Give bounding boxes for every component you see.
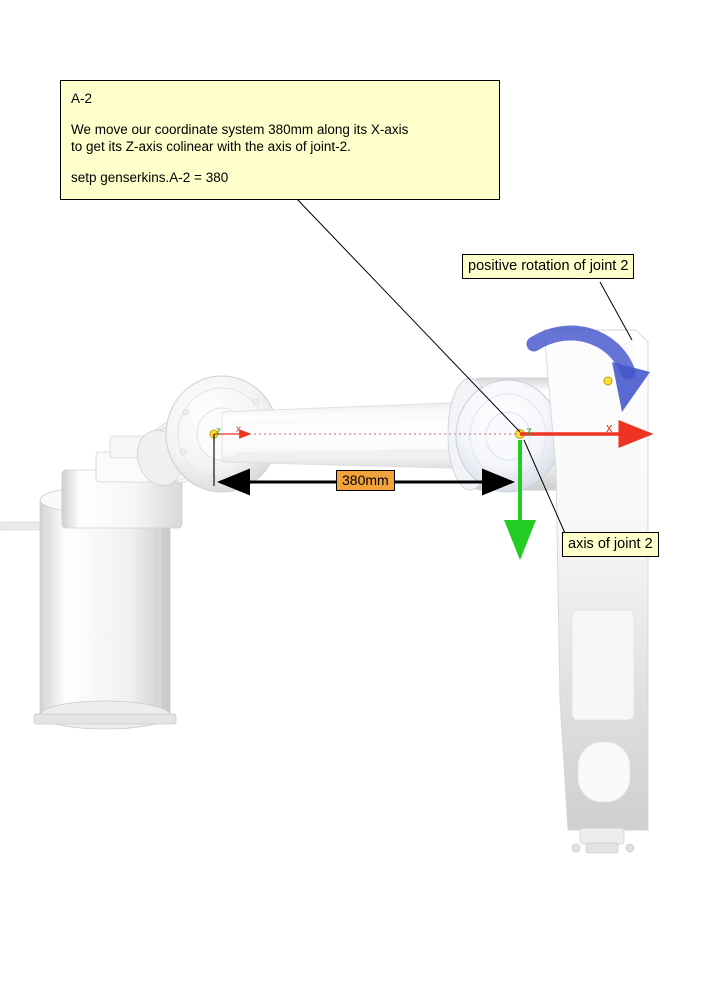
callout-positive-rotation-label: positive rotation of joint 2 bbox=[468, 258, 629, 274]
callout-positive-rotation bbox=[462, 254, 634, 279]
left-frame-z-label bbox=[216, 426, 221, 437]
right-frame-z-text: z bbox=[526, 424, 532, 438]
left-frame-x-text: x bbox=[236, 424, 241, 435]
callout-axis-of-joint bbox=[562, 532, 659, 557]
right-frame-x-label bbox=[606, 420, 613, 435]
robot-forearm bbox=[544, 330, 648, 853]
dimension-label-text: 380mm bbox=[342, 472, 389, 488]
callout-a2-line1: We move our coordinate system 380mm along its X-axis bbox=[71, 121, 409, 137]
right-frame-x-text: x bbox=[606, 420, 613, 435]
callout-axis-of-joint-label: axis of joint 2 bbox=[568, 536, 653, 552]
left-frame-x-label bbox=[236, 424, 241, 435]
callout-a2-line2: to get its Z-axis colinear with the axis of joint-2. bbox=[71, 138, 351, 154]
right-frame-z-label bbox=[526, 424, 532, 438]
left-frame-z-text: z bbox=[216, 426, 221, 437]
callout-a2 bbox=[60, 80, 500, 200]
callout-a2-command: setp genserkins.A-2 = 380 bbox=[71, 169, 229, 185]
dimension-label-380mm bbox=[336, 470, 395, 491]
callout-a2-title: A-2 bbox=[71, 91, 93, 106]
leader-line-a2 bbox=[296, 198, 520, 432]
